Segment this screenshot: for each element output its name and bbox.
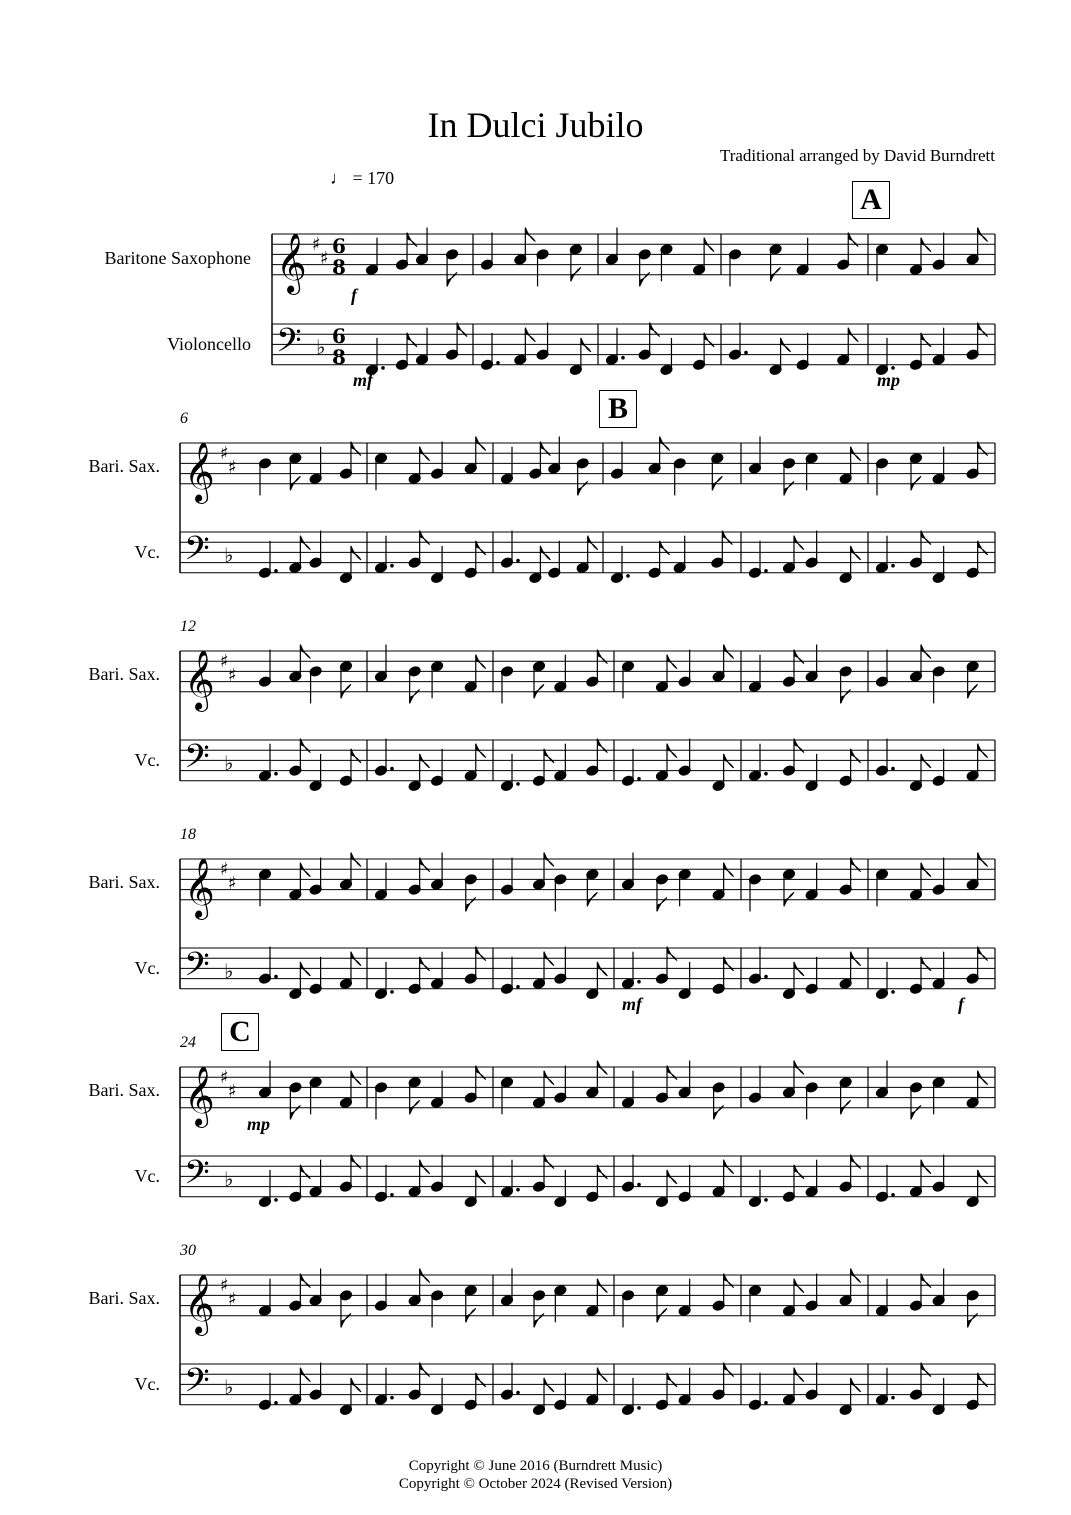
composer-credit: Traditional arranged by David Burndrett <box>719 146 995 165</box>
instrument-short-cello: Vc. <box>134 958 160 978</box>
treble-clef: 𝄞 <box>184 1066 215 1126</box>
rehearsal-mark-b: B <box>599 390 637 428</box>
time-signature: 6 <box>332 324 346 348</box>
note-dot <box>764 1198 768 1202</box>
treble-clef: 𝄞 <box>276 233 307 293</box>
key-sharp: ♯ <box>228 665 237 686</box>
instrument-short-cello: Vc. <box>134 1374 160 1394</box>
note-dot <box>626 574 630 578</box>
key-sharp: ♯ <box>220 651 229 672</box>
note-dot <box>891 990 895 994</box>
dynamic-marking: mp <box>877 370 901 390</box>
key-flat: ♭ <box>224 1375 234 1399</box>
note-dot <box>891 767 895 771</box>
instrument-name-sax: Baritone Saxophone <box>104 248 251 268</box>
measure-number: 24 <box>180 1034 196 1051</box>
treble-clef: 𝄞 <box>184 442 215 502</box>
note-dot <box>891 1396 895 1400</box>
instrument-short-sax: Bari. Sax. <box>88 1080 160 1100</box>
note-dot <box>637 1183 641 1187</box>
measure-number: 12 <box>180 618 196 635</box>
bass-clef: 𝄢 <box>184 946 210 992</box>
note-dot <box>637 980 641 984</box>
note-dot <box>274 569 278 573</box>
note-dot <box>764 772 768 776</box>
note-dot <box>744 351 748 355</box>
note-dot <box>274 1198 278 1202</box>
key-flat: ♭ <box>316 335 326 359</box>
key-flat: ♭ <box>224 751 234 775</box>
key-flat: ♭ <box>224 543 234 567</box>
dynamic-marking: f <box>958 994 964 1014</box>
time-signature: 6 <box>332 234 346 258</box>
dynamic-marking: mf <box>353 370 373 390</box>
treble-clef: 𝄞 <box>184 858 215 918</box>
dynamic-marking: mf <box>622 994 642 1014</box>
key-sharp: ♯ <box>220 859 229 880</box>
note-dot <box>516 1188 520 1192</box>
note-dot <box>621 356 625 360</box>
treble-clef: 𝄞 <box>184 1274 215 1334</box>
note-dot <box>274 975 278 979</box>
note-dot <box>274 1401 278 1405</box>
note-dot <box>496 361 500 365</box>
key-sharp: ♯ <box>220 443 229 464</box>
instrument-name-cello: Violoncello <box>167 334 251 354</box>
key-sharp: ♯ <box>320 248 329 269</box>
key-flat: ♭ <box>224 1167 234 1191</box>
score-title: In Dulci Jubilo <box>427 105 644 145</box>
bass-clef: 𝄢 <box>184 738 210 784</box>
bass-clef: 𝄢 <box>184 1362 210 1408</box>
bass-clef: 𝄢 <box>184 1154 210 1200</box>
note-dot <box>891 564 895 568</box>
tempo-marking: ♩ = 170 <box>330 168 395 188</box>
key-sharp: ♯ <box>228 457 237 478</box>
instrument-short-sax: Bari. Sax. <box>88 664 160 684</box>
treble-clef: 𝄞 <box>184 650 215 710</box>
note-dot <box>637 1406 641 1410</box>
note-dot <box>891 1193 895 1197</box>
measure-number: 18 <box>180 826 196 843</box>
instrument-short-cello: Vc. <box>134 750 160 770</box>
key-sharp: ♯ <box>312 234 321 255</box>
measure-number: 6 <box>180 410 188 427</box>
key-flat: ♭ <box>224 959 234 983</box>
note-dot <box>390 564 394 568</box>
note-dot <box>390 1193 394 1197</box>
rehearsal-mark-a: A <box>852 181 890 219</box>
copyright-line: Copyright © October 2024 (Revised Version) <box>398 1476 673 1492</box>
copyright-line: Copyright © June 2016 (Burndrett Music) <box>408 1458 663 1474</box>
key-sharp: ♯ <box>220 1275 229 1296</box>
note-dot <box>764 1401 768 1405</box>
key-sharp: ♯ <box>220 1067 229 1088</box>
note-dot <box>764 975 768 979</box>
note-dot <box>637 777 641 781</box>
dynamic-marking: f <box>351 285 357 305</box>
note-dot <box>390 1396 394 1400</box>
note-dot <box>516 985 520 989</box>
key-sharp: ♯ <box>228 1289 237 1310</box>
rehearsal-mark-c: C <box>221 1013 259 1051</box>
copyright-footer <box>0 1457 1071 1493</box>
instrument-short-sax: Bari. Sax. <box>88 1288 160 1308</box>
instrument-short-cello: Vc. <box>134 1166 160 1186</box>
key-sharp: ♯ <box>228 1081 237 1102</box>
time-signature: 8 <box>332 255 346 279</box>
note-dot <box>274 772 278 776</box>
instrument-short-sax: Bari. Sax. <box>88 872 160 892</box>
note-dot <box>390 767 394 771</box>
dynamic-marking: mp <box>247 1114 271 1134</box>
key-sharp: ♯ <box>228 873 237 894</box>
note-dot <box>390 990 394 994</box>
note-dot <box>764 569 768 573</box>
instrument-short-cello: Vc. <box>134 542 160 562</box>
time-signature: 8 <box>332 345 346 369</box>
instrument-short-sax: Bari. Sax. <box>88 456 160 476</box>
bass-clef: 𝄢 <box>184 530 210 576</box>
bass-clef: 𝄢 <box>276 322 302 368</box>
note-dot <box>381 366 385 370</box>
measure-number: 30 <box>180 1242 196 1259</box>
note-dot <box>516 559 520 563</box>
note-dot <box>516 1391 520 1395</box>
note-dot <box>516 782 520 786</box>
